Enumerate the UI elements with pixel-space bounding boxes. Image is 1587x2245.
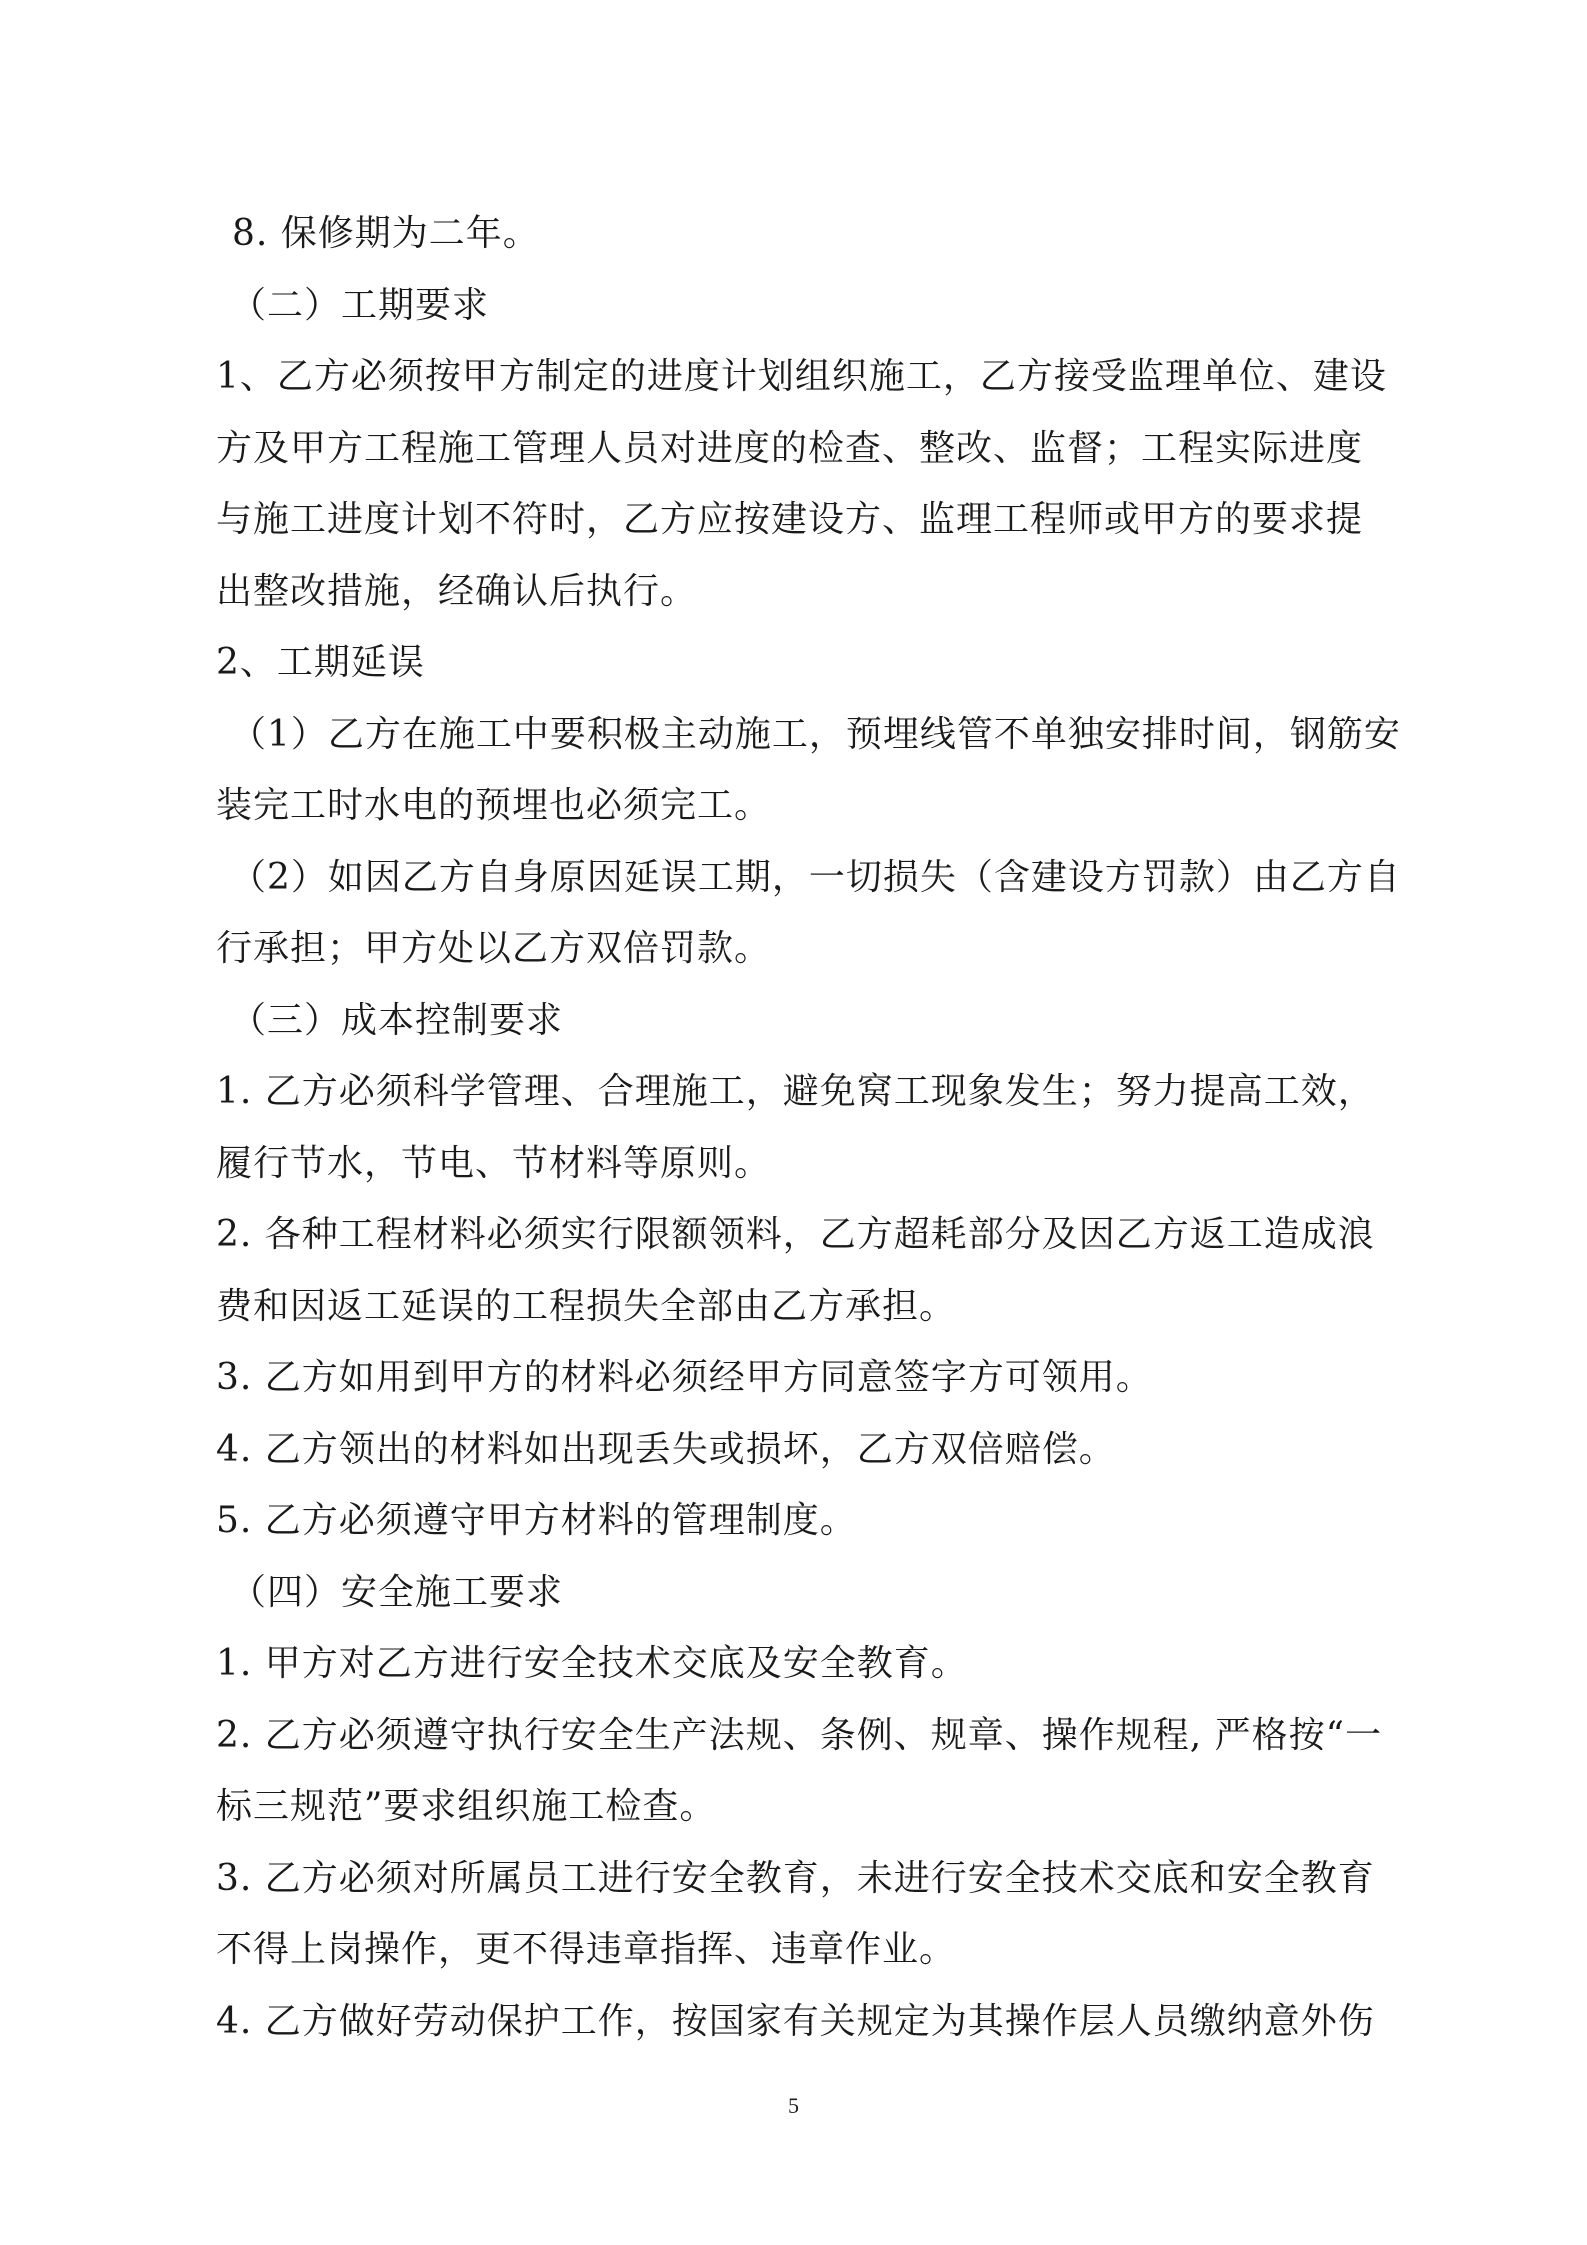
section-heading: （三）成本控制要求 [230, 999, 564, 1041]
text-line: 4. 乙方做好劳动保护工作，按国家有关规定为其操作层人员缴纳意外伤 [216, 2000, 1375, 2042]
text-line: 装完工时水电的预埋也必须完工。 [216, 785, 772, 826]
text-line: 费和因返工延误的工程损失全部由乙方承担。 [216, 1285, 957, 1327]
text-line: 履行节水，节电、节材料等原则。 [216, 1142, 772, 1184]
text-line: 行承担；甲方处以乙方双倍罚款。 [216, 928, 772, 969]
text-line: （1）乙方在施工中要积极主动施工，预埋线管不单独安排时间，钢筋安 [230, 713, 1401, 755]
text-line: 标三规范”要求组织施工检查。 [216, 1786, 717, 1827]
text-line: 2、工期延误 [216, 642, 425, 683]
text-line: 方及甲方工程施工管理人员对进度的检查、整改、监督；工程实际进度 [216, 427, 1364, 469]
document-body [216, 198, 1401, 2057]
text-line: 不得上岗操作，更不得违章指挥、违章作业。 [216, 1929, 957, 1970]
text-line: 1. 乙方必须科学管理、合理施工，避免窝工现象发生；努力提高工效， [216, 1071, 1375, 1112]
text-line: 3. 乙方如用到甲方的材料必须经甲方同意签字方可领用。 [216, 1357, 1153, 1398]
text-line: 3. 乙方必须对所属员工进行安全教育，未进行安全技术交底和安全教育 [216, 1857, 1375, 1899]
text-line: 2. 各种工程材料必须实行限额领料，乙方超耗部分及因乙方返工造成浪 [216, 1214, 1375, 1255]
section-heading: （四）安全施工要求 [230, 1571, 564, 1613]
text-line: （2）如因乙方自身原因延误工期，一切损失（含建设方罚款）由乙方自 [230, 856, 1401, 898]
text-line: 1. 甲方对乙方进行安全技术交底及安全教育。 [216, 1643, 968, 1684]
text-line: 8. 保修期为二年。 [232, 213, 540, 254]
page-number: 5 [788, 2093, 799, 2118]
section-heading: （二）工期要求 [230, 284, 490, 326]
text-line: 2. 乙方必须遵守执行安全生产法规、条例、规章、操作规程, 严格按“一 [216, 1714, 1383, 1756]
text-line: 4. 乙方领出的材料如出现丢失或损坏，乙方双倍赔偿。 [216, 1428, 1116, 1470]
text-line: 1、乙方必须按甲方制定的进度计划组织施工，乙方接受监理单位、建设 [216, 356, 1387, 397]
text-line: 5. 乙方必须遵守甲方材料的管理制度。 [216, 1500, 857, 1541]
text-line: 与施工进度计划不符时，乙方应按建设方、监理工程师或甲方的要求提 [216, 499, 1364, 540]
text-line: 出整改措施，经确认后执行。 [216, 570, 698, 612]
